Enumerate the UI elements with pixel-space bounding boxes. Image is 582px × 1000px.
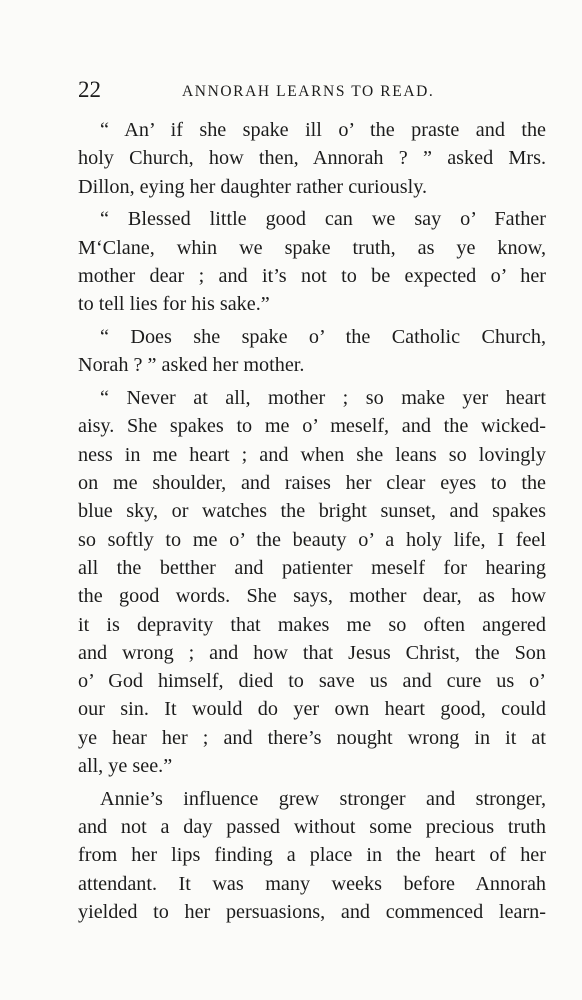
text-line: Dillon, eying her daughter rather curiously. bbox=[78, 175, 428, 198]
paragraph bbox=[78, 116, 546, 201]
text-line: our sin. It would do yer own heart good, could bbox=[78, 698, 546, 721]
text-line: yielded to her persuasions, and commenced learn- bbox=[78, 901, 546, 924]
text-line: M‘Clane, whin we spake truth, as ye know, bbox=[78, 236, 546, 259]
text-line: Annie’s influence grew stronger and stronger, bbox=[100, 787, 546, 810]
text-line: so softly to me o’ the beauty o’ a holy life, I feel bbox=[78, 528, 546, 551]
text-line: ness in me heart ; and when she leans so lovingly bbox=[78, 443, 546, 466]
text-line: it is depravity that makes me so often angered bbox=[78, 613, 546, 636]
text-line: “ Blessed little good can we say o’ Father bbox=[100, 208, 546, 231]
text-line: and wrong ; and how that Jesus Christ, the Son bbox=[78, 641, 546, 664]
text-line: attendant. It was many weeks before Annorah bbox=[78, 872, 546, 895]
text-line: ye hear her ; and there’s nought wrong in it at bbox=[78, 726, 546, 749]
text-line: “ Never at all, mother ; so make yer heart bbox=[100, 387, 546, 410]
running-title: ANNORAH LEARNS TO READ. bbox=[182, 83, 435, 100]
paragraph bbox=[78, 384, 546, 780]
text-line: aisy. She spakes to me o’ meself, and the wicked- bbox=[78, 415, 546, 438]
text-line: Norah ? ” asked her mother. bbox=[78, 354, 305, 377]
text-line: and not a day passed without some precious truth bbox=[78, 816, 546, 839]
text-line: “ Does she spake o’ the Catholic Church, bbox=[100, 326, 546, 349]
running-head bbox=[78, 76, 540, 104]
page-number: 22 bbox=[78, 77, 101, 102]
text-line: all, ye see.” bbox=[78, 755, 173, 778]
text-line: the good words. She says, mother dear, as how bbox=[78, 585, 546, 608]
paragraph bbox=[78, 323, 546, 380]
text-line: to tell lies for his sake.” bbox=[78, 293, 270, 316]
text-line: “ An’ if she spake ill o’ the praste and the bbox=[100, 119, 546, 141]
text-line: blue sky, or watches the bright sunset, and spakes bbox=[78, 500, 546, 523]
paragraph bbox=[78, 785, 546, 926]
text-line: on me shoulder, and raises her clear eyes to the bbox=[78, 472, 546, 495]
text-line: from her lips finding a place in the heart of her bbox=[78, 844, 546, 867]
text-line: all the betther and patienter meself for hearing bbox=[78, 556, 546, 579]
text-line: mother dear ; and it’s not to be expected o’ her bbox=[78, 264, 546, 287]
text-line: o’ God himself, died to save us and cure us o’ bbox=[78, 670, 546, 693]
body-text bbox=[78, 116, 546, 926]
text-line: holy Church, how then, Annorah ? ” asked Mrs. bbox=[78, 147, 546, 170]
paragraph bbox=[78, 205, 546, 318]
